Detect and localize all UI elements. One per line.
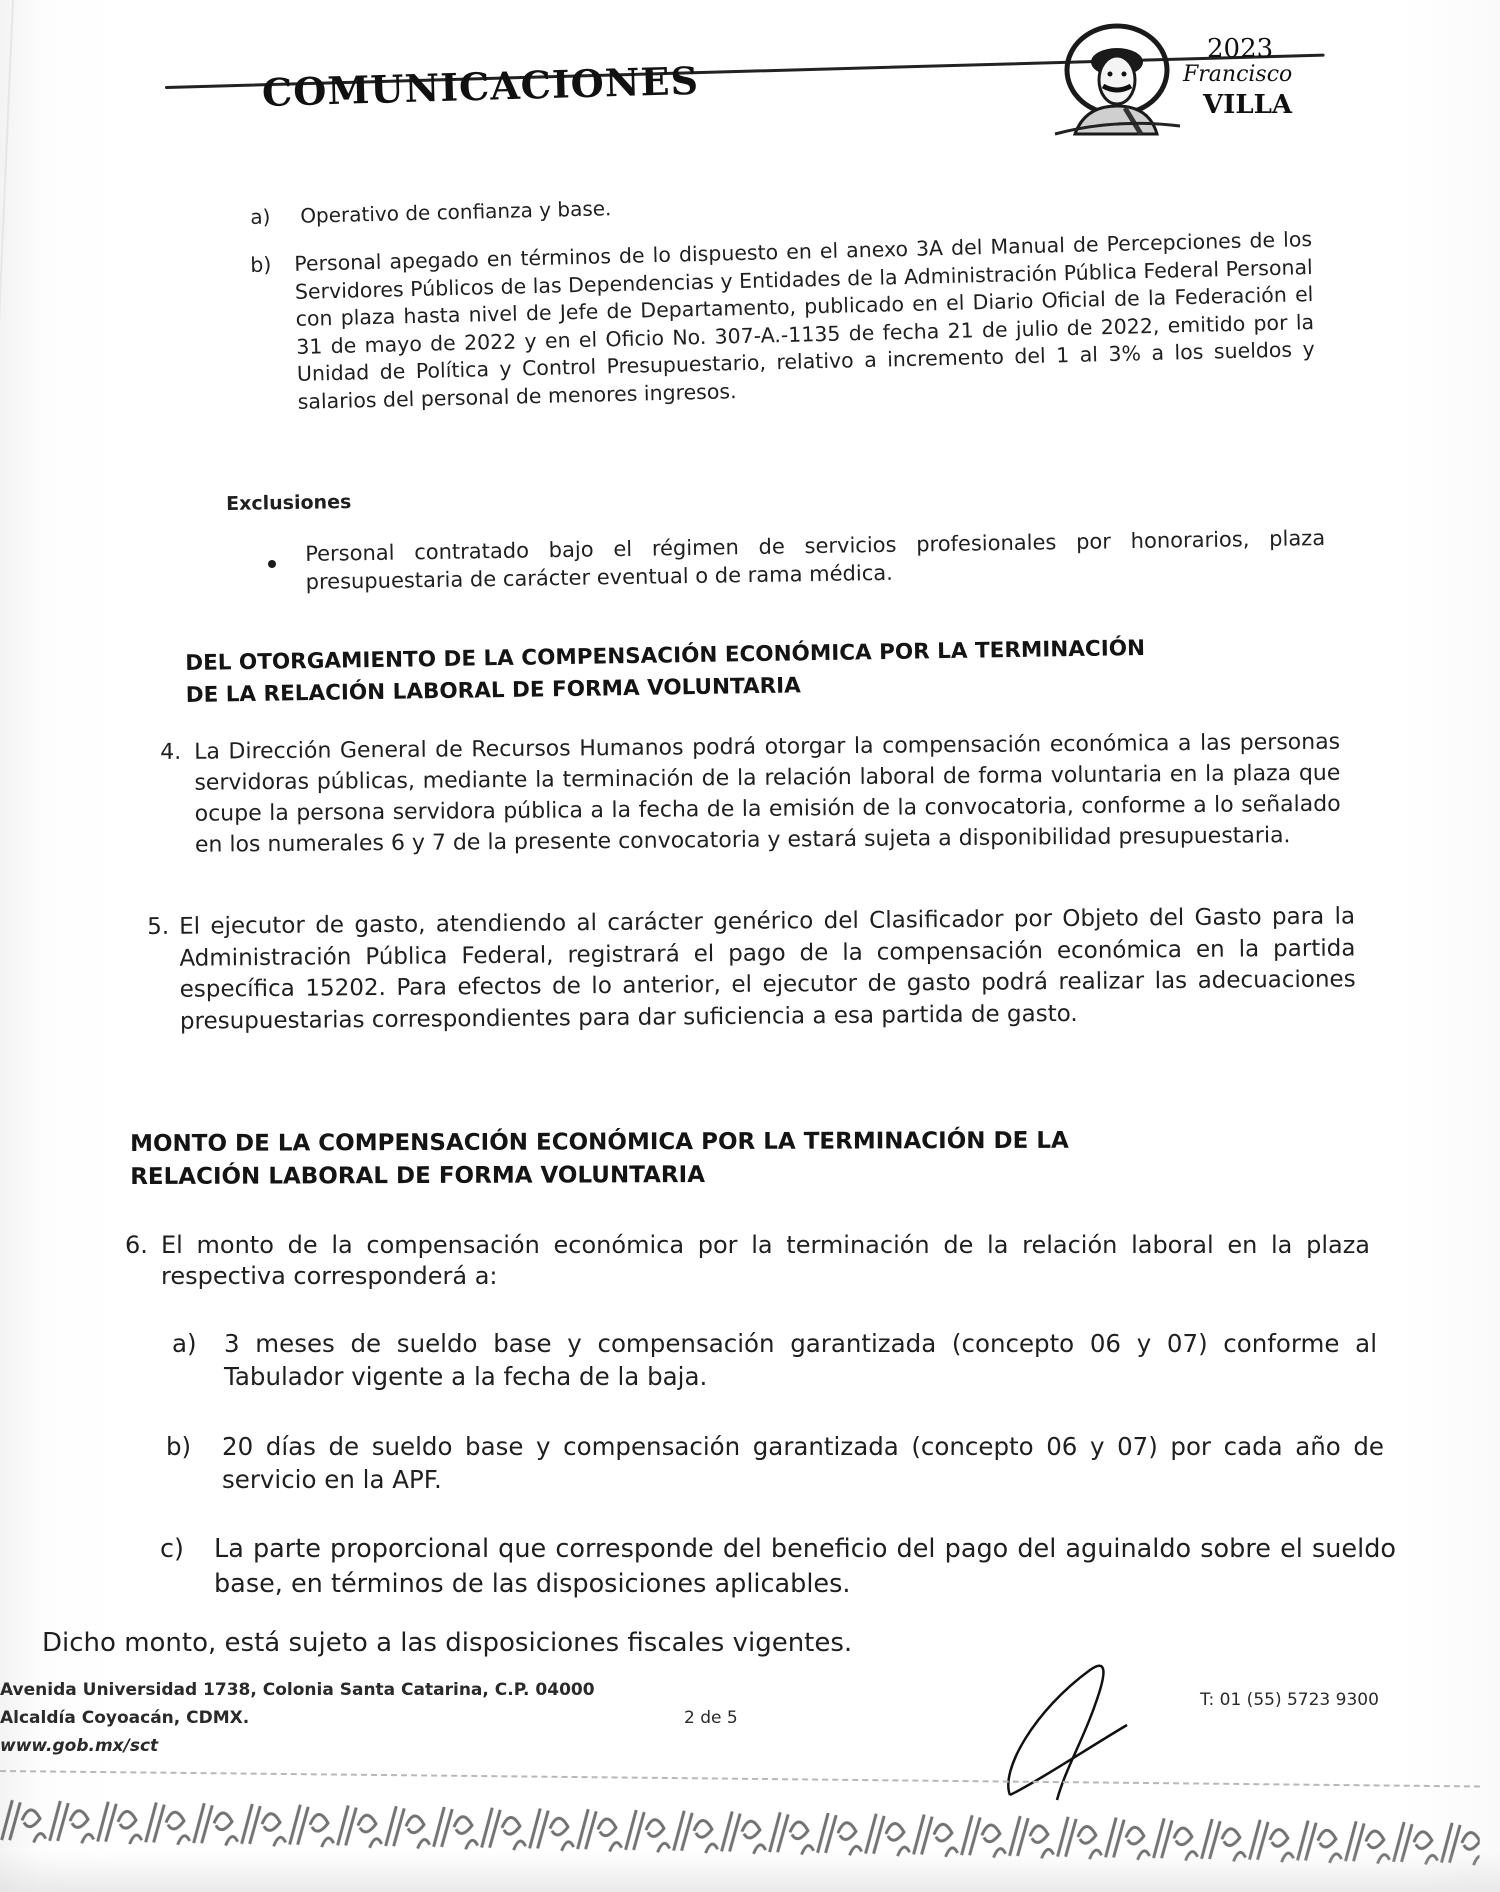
item-text: El ejecutor de gasto, atendiendo al carácter genérico del Clasificador por Objeto del Gasto para la Administración Pública Federal, registrará el pago de la compensación económica en la partida específica 15202. Para efectos de lo anterior, el ejecutor de gasto podrá realizar las adecuaciones presupuestarias correspondientes para dar suficiencia a esa partida de gasto. [179, 903, 1356, 1035]
list-text: Personal apegado en términos de lo dispuesto en el anexo 3A del Manual de Percepciones de los Servidores Públicos de las Dependencias y Entidades de la Administración Pública Federal Personal con plaza hasta nivel de Jefe de Departamento, publicado en el Diario Oficial de la Federación el 31 de mayo de 2022 y en el Oficio No. 307-A.-1135 de fecha 21 de julio de 2022, emitido por la Unidad de Política y Control Presupuestario, relativo a incremento del 1 al 3% a los sueldos y salarios del personal de menores ingresos. [294, 227, 1315, 414]
sub-item-text: 20 días de sueldo base y compensación garantizada (concepto 06 y 07) por cada año de servicio en la APF. [222, 1432, 1384, 1494]
sub-item-label: b) [166, 1432, 192, 1461]
list-label: b) [250, 252, 272, 277]
closing-note: Dicho monto, está sujeto a las disposiciones fiscales vigentes. [42, 1628, 853, 1658]
heading-line: RELACIÓN LABORAL DE FORMA VOLUNTARIA [130, 1161, 706, 1190]
item-text: La Dirección General de Recursos Humanos podrá otorgar la compensación económica a las personas servidoras públicas, mediante la terminación de la relación laboral de forma voluntaria en la plaza que ocupe la persona servidora pública a la fecha de la emisión de la convocatoria, conforme a lo señalado en los numerales 6 y 7 de la presente convocatoria y estará sujeta a disponibilidad presupuestaria. [194, 729, 1341, 858]
logo-name: Francisco [1183, 62, 1293, 87]
signature-icon [995, 1650, 1145, 1810]
sub-item-c [160, 1532, 1396, 1602]
heading-line: DEL OTORGAMIENTO DE LA COMPENSACIÓN ECONÓMICA POR LA TERMINACIÓN [185, 635, 1146, 676]
exclusions-item: Personal contratado bajo el régimen de servicios profesionales por honorarios, plaza presupuestaria de carácter eventual o de rama médica. [305, 525, 1326, 594]
sub-item-a [172, 1327, 1377, 1393]
list-label: a) [250, 204, 271, 229]
page-bottom-shadow [0, 1852, 1500, 1892]
list-text: Operativo de confianza y base. [299, 196, 612, 228]
list-item-b [250, 226, 1316, 417]
footer-divider [0, 1770, 1480, 1787]
heading-line: MONTO DE LA COMPENSACIÓN ECONÓMICA POR LA TERMINACIÓN DE LA [130, 1127, 1069, 1157]
exclusions-title: Exclusiones [226, 491, 352, 515]
heading-line: DE LA RELACIÓN LABORAL DE FORMA VOLUNTARIA [185, 673, 802, 708]
section-heading-monto [130, 1125, 1069, 1194]
list-item-a [250, 179, 1310, 229]
footer-website[interactable]: www.gob.mx/sct [0, 1736, 159, 1756]
section-heading-otorgamiento [185, 633, 1146, 712]
sub-item-b [166, 1430, 1384, 1496]
item-number: 6. [125, 1231, 148, 1259]
footer-phone: T: 01 (55) 5723 9300 [1200, 1690, 1379, 1710]
item-number: 4. [160, 739, 182, 765]
footer-address-line1: Avenida Universidad 1738, Colonia Santa Catarina, C.P. 04000 [0, 1680, 595, 1700]
item-number: 5. [147, 913, 170, 940]
sub-item-text: La parte proporcional que corresponde del beneficio del pago del aguinaldo sobre el sueldo base, en términos de las disposiciones aplicables. [214, 1534, 1396, 1599]
logo-year: 2023 [1207, 34, 1274, 64]
footer-address-line2: Alcaldía Coyoacán, CDMX. [0, 1708, 250, 1728]
header-brand: COMUNICACIONES [261, 57, 700, 115]
francisco-villa-2023-logo [1045, 22, 1315, 142]
portrait-icon [1045, 22, 1185, 142]
sub-item-label: a) [172, 1329, 197, 1358]
item-text: El monto de la compensación económica por la terminación de la relación laboral en la plaza respectiva corresponderá a: [161, 1231, 1370, 1290]
numbered-item-5 [147, 901, 1356, 1038]
numbered-item-4 [160, 727, 1341, 861]
page-number: 2 de 5 [684, 1708, 738, 1728]
page-edge-shadow [0, 0, 14, 1149]
bullet-icon [268, 560, 276, 568]
numbered-item-6 [125, 1230, 1370, 1292]
sub-item-text: 3 meses de sueldo base y compensación garantizada (concepto 06 y 07) conforme al Tabulador vigente a la fecha de la baja. [224, 1329, 1377, 1391]
sub-item-label: c) [160, 1534, 184, 1564]
logo-surname: VILLA [1203, 90, 1293, 120]
